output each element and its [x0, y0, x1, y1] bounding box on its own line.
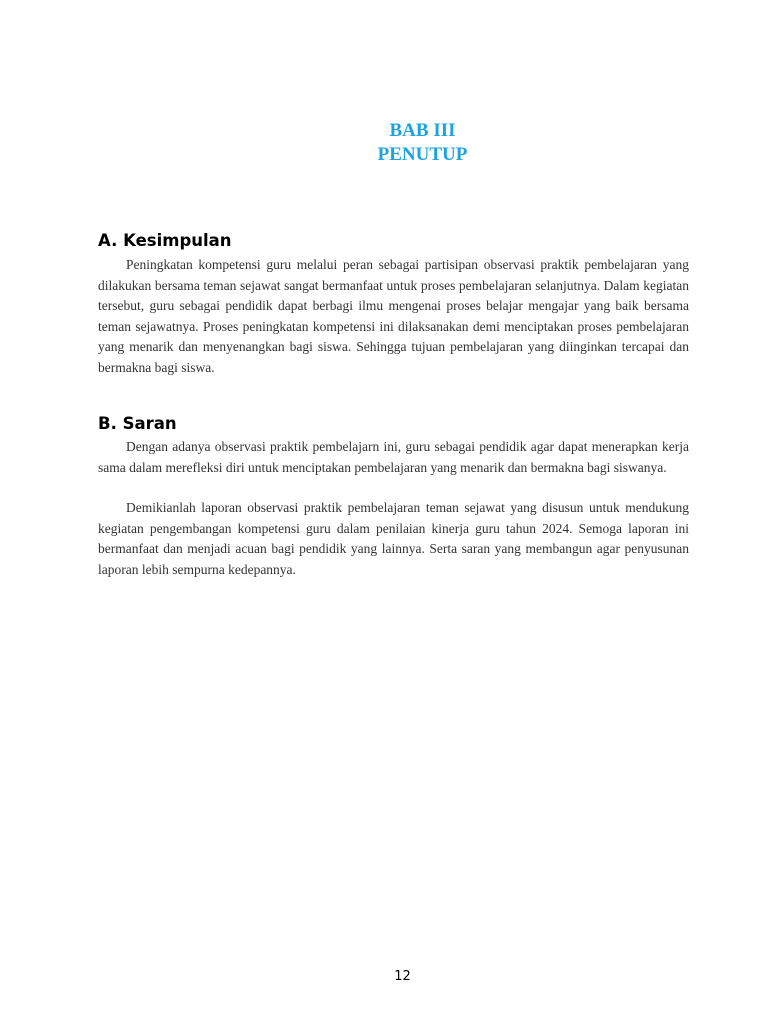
chapter-number: BAB III	[389, 120, 456, 141]
section-heading-saran: B. Saran	[98, 414, 177, 433]
section-heading-kesimpulan: A. Kesimpulan	[98, 231, 232, 250]
saran-paragraph-2: Demikianlah laporan observasi praktik pembelajaran teman sejawat yang disusun untuk mendukung kegiatan pengembangan kompetensi guru dalam penilaian kinerja guru tahun 2024. Semoga laporan ini bermanfaat dan menjadi acuan bagi pendidik yang lainnya. Serta saran yang membangun agar penyusunan laporan lebih sempurna kedepannya.	[98, 500, 689, 577]
chapter-title	[0, 119, 768, 167]
page-number: 12	[394, 969, 411, 984]
chapter-name: PENUTUP	[377, 144, 468, 165]
saran-paragraph-1: Dengan adanya observasi praktik pembelajarn ini, guru sebagai pendidik agar dapat menerapkan kerja sama dalam merefleksi diri untuk menciptakan pembelajaran yang menarik dan bermakna bagi siswanya.	[98, 439, 689, 475]
kesimpulan-paragraph: Peningkatan kompetensi guru melalui peran sebagai partisipan observasi praktik pembelajaran yang dilakukan bersama teman sejawat sangat bermanfaat untuk proses pembelajaran selanjutnya. Dalam kegiatan tersebut, guru sebagai pendidik dapat berbagi ilmu mengenai proses belajar mengajar yang baik bersama teman sejawatnya. Proses peningkatan kompetensi ini dilaksanakan demi menciptakan proses pembelajaran yang menarik dan menyenangkan bagi siswa. Sehingga tujuan pembelajaran yang diinginkan tercapai dan bermakna bagi siswa.	[98, 257, 689, 375]
